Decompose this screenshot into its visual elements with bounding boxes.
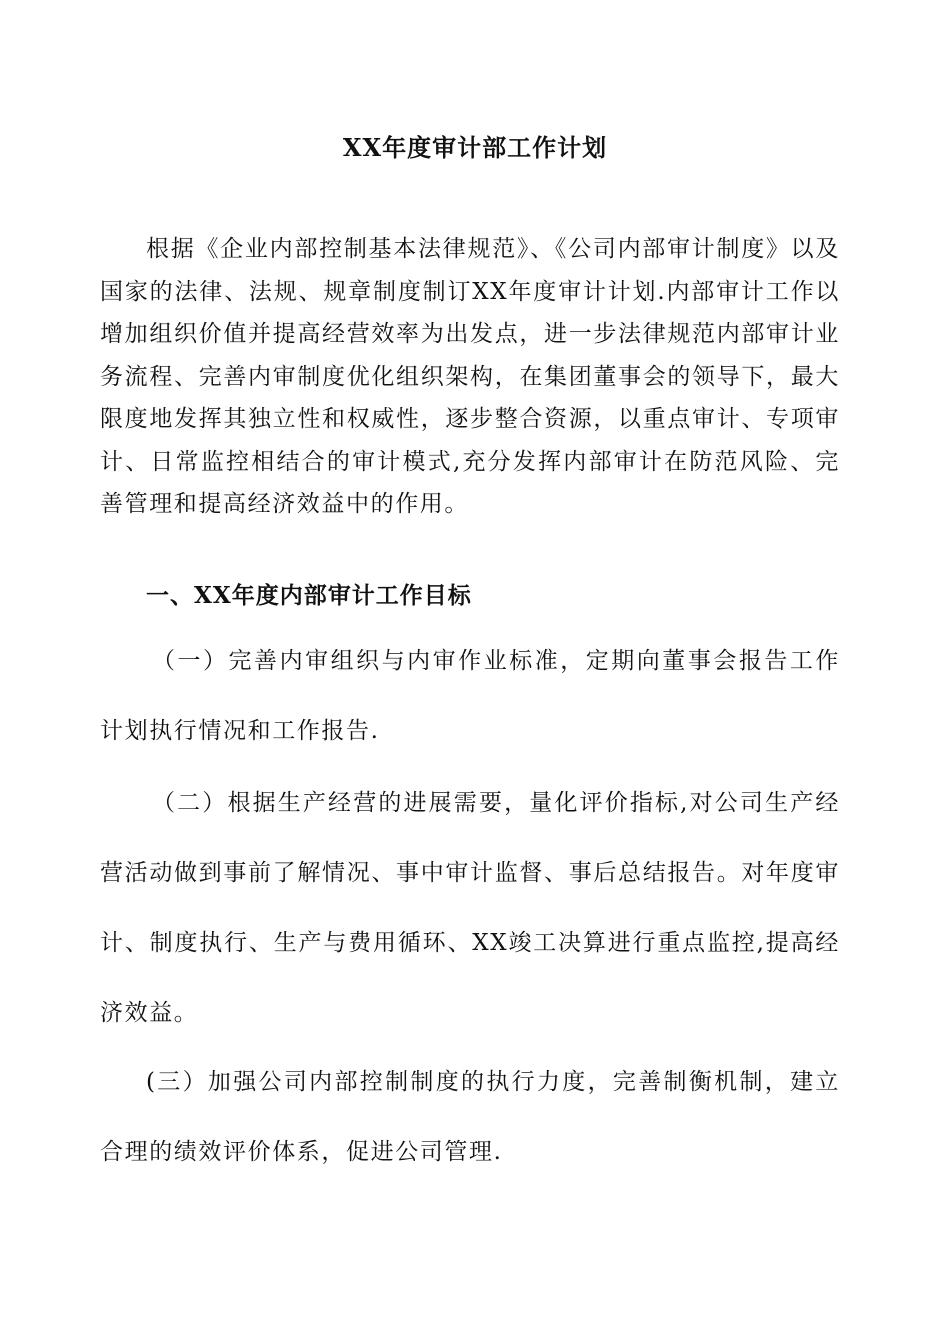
goal-item-2: （二）根据生产经营的进展需要，量化评价指标,对公司生产经营活动做到事前了解情况、事中审计监督、事后总结报告。对年度审计、制度执行、生产与费用循环、XX竣工决算进行重点监控,提高经济效益。 [100,790,840,1026]
document-title: XX年度审计部工作计划 [342,133,608,162]
intro-paragraph: 根据《企业内部控制基本法律规范》、《公司内部审计制度》以及国家的法律、法规、规章制度制订XX年度审计计划.内部审计工作以增加组织价值并提高经营效率为出发点，进一步法律规范内部审计业务流程、完善内审制度优化组织架构，在集团董事会的领导下，最大限度地发挥其独立性和权威性，逐步整合资源，以重点审计、专项审计、日常监控相结合的审计模式,充分发挥内部审计在防范风险、完善管理和提高经济效益中的作用。 [100,236,840,517]
goal-item-3: (三）加强公司内部控制制度的执行力度，完善制衡机制，建立合理的绩效评价体系，促进公司管理. [100,1069,840,1165]
section-heading: 一、XX年度内部审计工作目标 [146,582,472,609]
goal-item-1: （一）完善内审组织与内审作业标准，定期向董事会报告工作计划执行情况和工作报告. [100,648,840,744]
